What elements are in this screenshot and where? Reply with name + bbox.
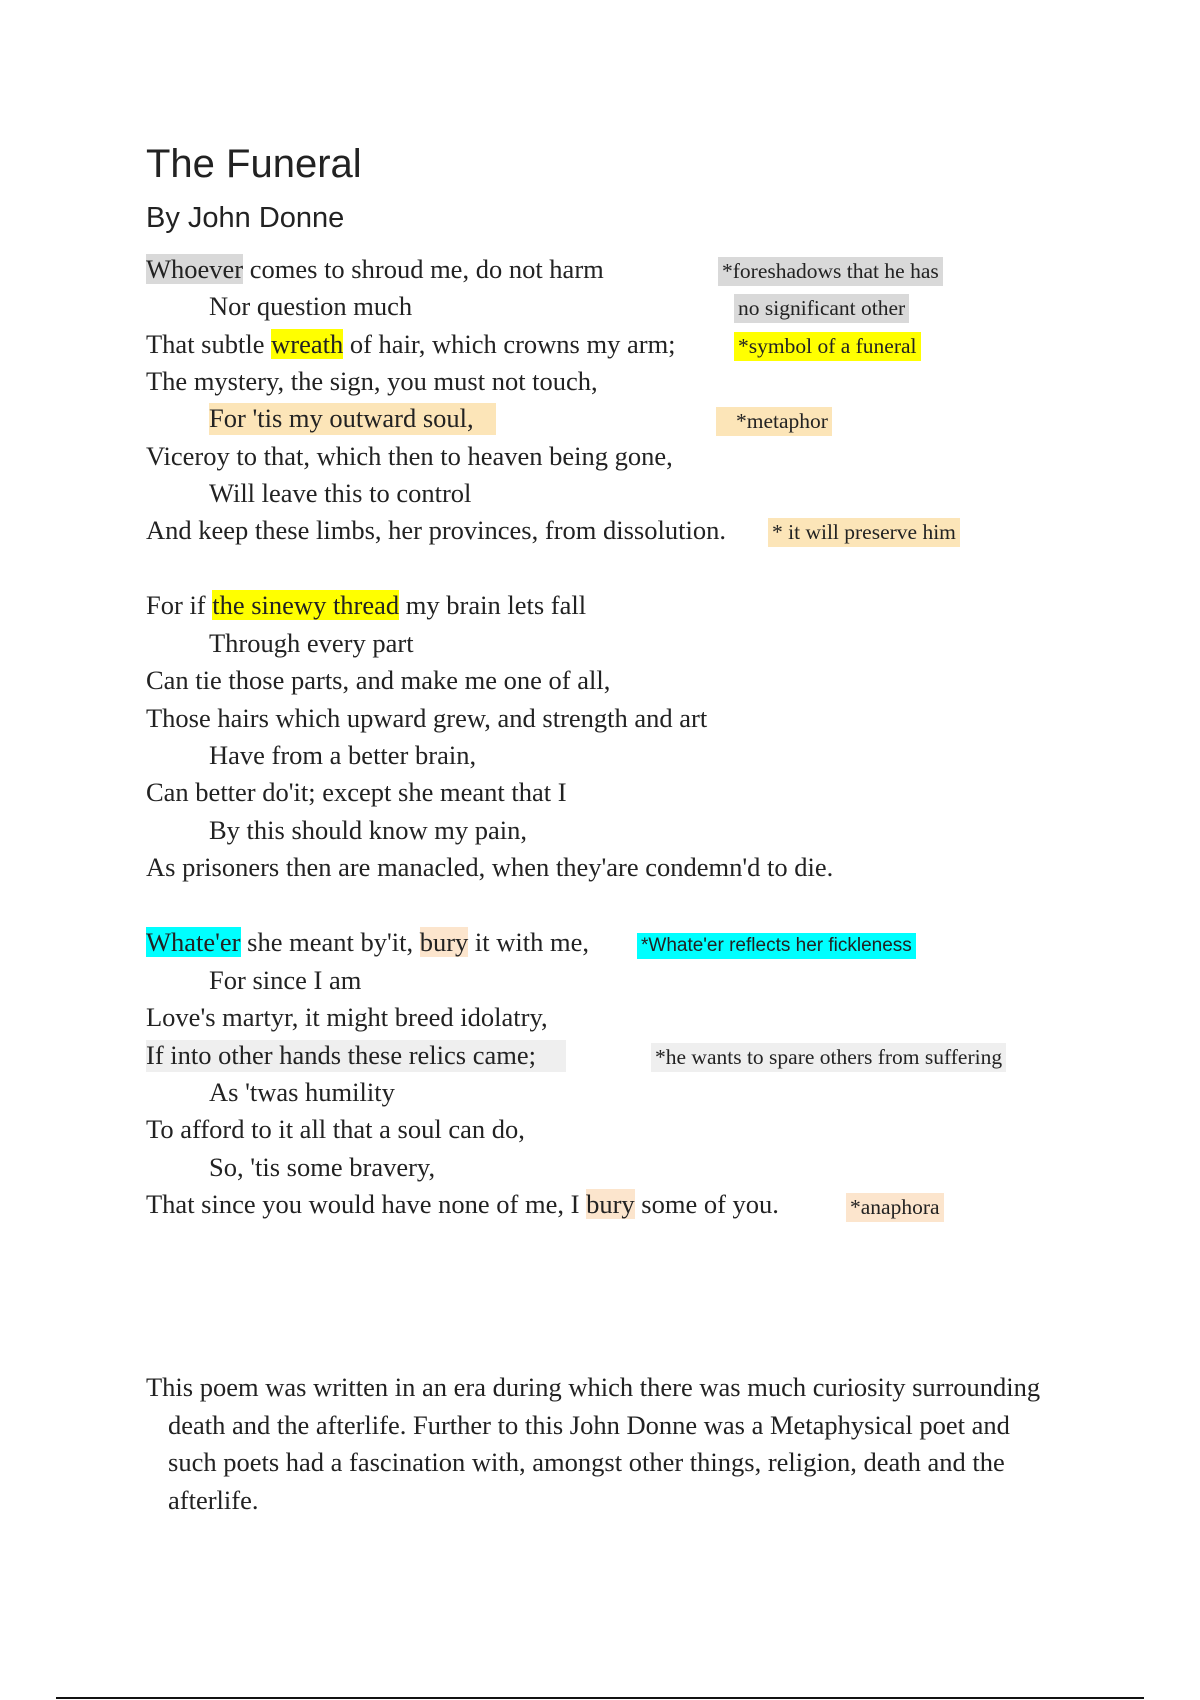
- annotation-foreshadow-line-1: *foreshadows that he has: [718, 257, 943, 286]
- poem-line-text: That subtle: [146, 329, 272, 359]
- poem-line-24: [146, 1189, 779, 1221]
- annotation-preserve: * it will preserve him: [768, 518, 960, 547]
- poem-line-16: As prisoners then are manacled, when they'are condemn'd to die.: [146, 852, 834, 882]
- poem-line-8: And keep these limbs, her provinces, from dissolution.: [146, 515, 726, 545]
- highlight-bury: bury: [419, 927, 469, 957]
- poem-line-12: Those hairs which upward grew, and strength and art: [146, 703, 708, 733]
- poem-line-22: To afford to it all that a soul can do,: [146, 1114, 525, 1144]
- page-bottom-rule: [56, 1697, 1144, 1699]
- poem-line-19: Love's martyr, it might breed idolatry,: [146, 1002, 548, 1032]
- poem-line-11: Can tie those parts, and make me one of all,: [146, 665, 611, 695]
- poem-line-text: That since you would have none of me, I: [146, 1189, 587, 1219]
- commentary-paragraph: This poem was written in an era during which there was much curiosity surrounding death and the afterlife. Further to this John Donne was a Metaphysical poet and such poets had a fascination with, amongst other things, religion, death and the afterlife.: [146, 1372, 1041, 1515]
- annotation-fickleness: *Whate'er reflects her fickleness: [637, 933, 916, 959]
- poem-line-6: Viceroy to that, which then to heaven being gone,: [146, 441, 673, 471]
- poem-line-text: some of you.: [634, 1189, 779, 1219]
- poem-line-23: So, 'tis some bravery,: [209, 1152, 436, 1182]
- poem-line-7: Will leave this to control: [209, 478, 472, 508]
- poem-line-21: As 'twas humility: [209, 1077, 395, 1107]
- highlight-sinewy-thread: the sinewy thread: [212, 590, 400, 620]
- poem-line-15: By this should know my pain,: [209, 815, 528, 845]
- highlight-whateer: Whate'er: [146, 927, 241, 957]
- annotation-foreshadow-line-2: no significant other: [734, 294, 909, 323]
- poem-author: By John Donne: [146, 202, 345, 234]
- poem-line-text: comes to shroud me, do not harm: [243, 254, 604, 284]
- poem-line-13: Have from a better brain,: [209, 740, 477, 770]
- poem-line-14: Can better do'it; except she meant that I: [146, 777, 567, 807]
- annotation-metaphor: *metaphor: [716, 407, 832, 436]
- poem-line-2: Nor question much: [209, 291, 413, 321]
- poem-line-4: The mystery, the sign, you must not touch,: [146, 366, 598, 396]
- poem-line-5: For 'tis my outward soul,: [209, 403, 496, 435]
- poem-line-text: she meant by'it,: [240, 927, 420, 957]
- annotation-spare-suffering: *he wants to spare others from suffering: [651, 1043, 1006, 1072]
- poem-line-text: For if: [146, 590, 213, 620]
- poem-title: The Funeral: [146, 142, 362, 186]
- poem-line-text: it with me,: [468, 927, 590, 957]
- poem-line-17: [146, 927, 589, 959]
- poem-line-text: of hair, which crowns my arm;: [343, 329, 676, 359]
- annotation-anaphora: *anaphora: [846, 1193, 944, 1222]
- highlight-bury: bury: [586, 1189, 635, 1219]
- annotation-symbol: *symbol of a funeral: [734, 332, 921, 361]
- poem-line-text: my brain lets fall: [399, 590, 587, 620]
- poem-line-9: [146, 590, 586, 622]
- poem-line-3: [146, 329, 676, 361]
- highlight-whoever: Whoever: [146, 254, 244, 284]
- poem-line-1: [146, 254, 604, 286]
- poem-line-10: Through every part: [209, 628, 414, 658]
- highlight-wreath: wreath: [271, 329, 344, 359]
- poem-line-18: For since I am: [209, 965, 362, 995]
- poem-line-20: If into other hands these relics came;: [146, 1040, 566, 1072]
